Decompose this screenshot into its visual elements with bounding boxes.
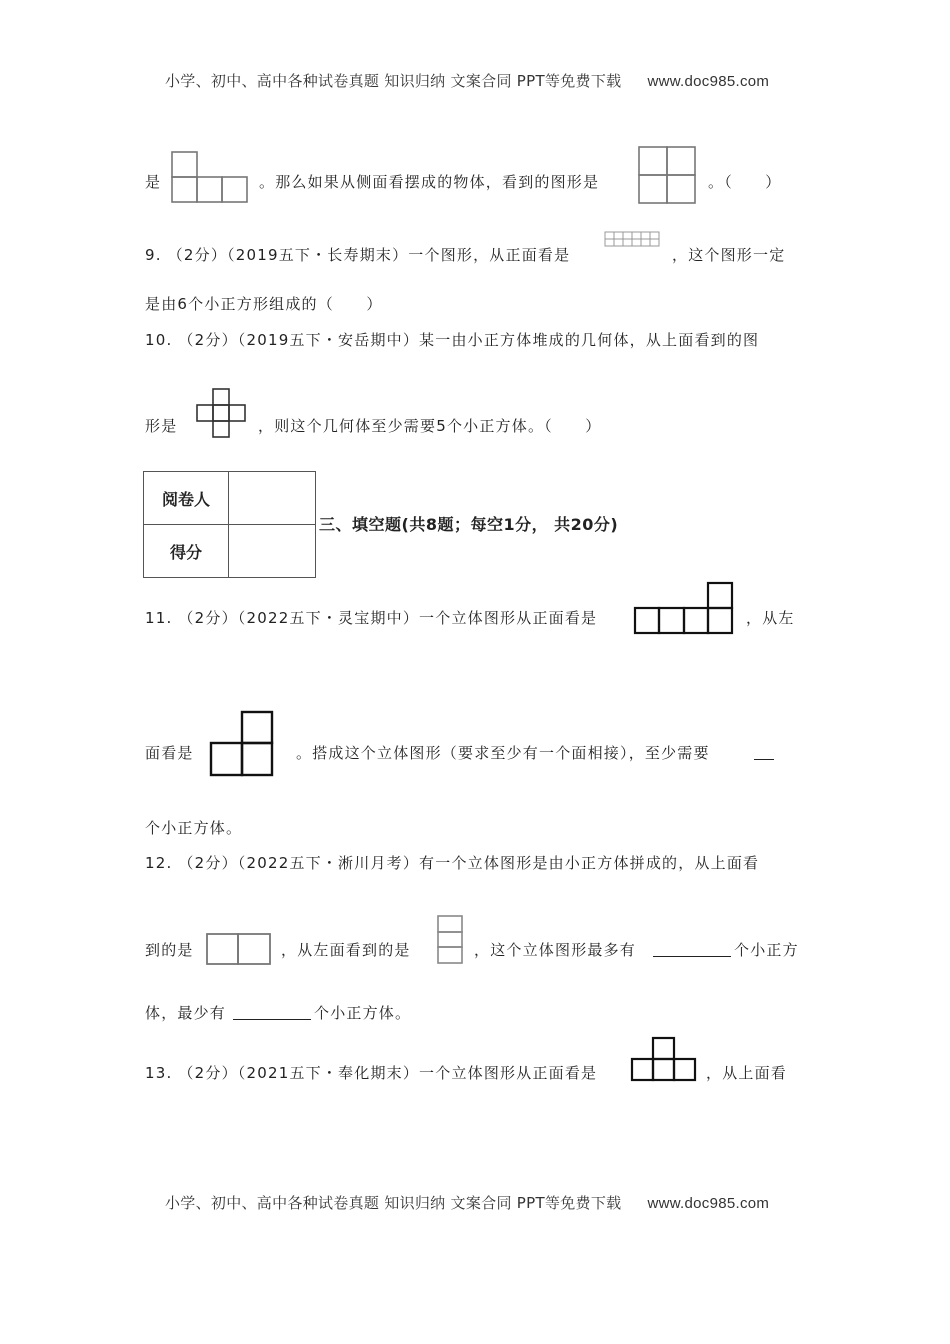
q12-line2-c: ，这个立体图形最多有 — [474, 941, 637, 959]
q12-left-view-figure — [436, 914, 466, 966]
q13-front-view-figure — [629, 1036, 697, 1084]
page-footer — [165, 1192, 769, 1213]
q11-front-view-figure — [633, 581, 735, 637]
reviewer-cell[interactable] — [229, 472, 316, 525]
q13-line1-b: ，从上面看 — [706, 1064, 788, 1082]
q10-top-view-figure — [196, 388, 248, 440]
score-label: 得分 — [144, 525, 229, 578]
q11-answer-blank[interactable] — [754, 745, 774, 760]
q12-line1: 12. （2分）（2022五下・淅川月考）有一个立体图形是由小正方体拼成的，从上面看 — [145, 854, 760, 872]
q12-line3-b: 个小正方体。 — [314, 1004, 412, 1022]
q8-middle-text: 。那么如果从侧面看摆成的物体，看到的图形是 — [259, 173, 600, 191]
header-site[interactable]: www.doc985.com — [647, 73, 770, 90]
grader-table — [143, 471, 316, 578]
q11-line3: 个小正方体。 — [145, 819, 243, 837]
reviewer-label: 阅卷人 — [144, 472, 229, 525]
q12-line3-a: 体，最少有 — [145, 1004, 227, 1022]
q13-line1-a: 13. （2分）（2021五下・奉化期末）一个立体图形从正面看是 — [145, 1064, 598, 1082]
q12-max-blank[interactable] — [653, 942, 731, 957]
q11-left-view-figure — [209, 710, 275, 778]
page-header — [165, 70, 769, 91]
q12-line2-d: 个小正方 — [734, 941, 799, 959]
q9-line1-b: ，这个图形一定 — [672, 246, 786, 264]
q10-line2-a: 形是 — [145, 417, 178, 435]
q9-figure — [604, 231, 664, 247]
q8-front-view-figure — [171, 151, 249, 205]
q11-line2-a: 面看是 — [145, 744, 194, 762]
q10-line2-b: ，则这个几何体至少需要5个小正方体。（ ） — [258, 417, 602, 435]
q11-line2-b: 。搭成这个立体图形（要求至少有一个面相接），至少需要 — [296, 744, 710, 762]
q9-line2: 是由6个小正方形组成的（ ） — [145, 295, 383, 313]
q9-line1-a: 9. （2分）（2019五下・长寿期末）一个图形，从正面看是 — [145, 246, 571, 264]
q11-line1-b: ，从左 — [746, 609, 795, 627]
footer-text: 小学、初中、高中各种试卷真题 知识归纳 文案合同 PPT等免费下载 — [165, 1194, 622, 1212]
footer-site[interactable]: www.doc985.com — [647, 1195, 770, 1212]
q8-end-text: 。（ ） — [708, 173, 782, 191]
q10-line1: 10. （2分）（2019五下・安岳期中）某一由小正方体堆成的几何体，从上面看到的图 — [145, 331, 760, 349]
q8-prefix: 是 — [145, 173, 162, 191]
score-cell[interactable] — [229, 525, 316, 578]
q11-line1-a: 11. （2分）（2022五下・灵宝期中）一个立体图形从正面看是 — [145, 609, 598, 627]
q12-top-view-figure — [205, 932, 273, 966]
header-text: 小学、初中、高中各种试卷真题 知识归纳 文案合同 PPT等免费下载 — [165, 72, 622, 90]
section-3-title: 三、填空题(共8题；每空1分， 共20分) — [319, 515, 619, 534]
q12-line2-a: 到的是 — [145, 941, 194, 959]
q12-line2-b: ，从左面看到的是 — [281, 941, 411, 959]
q8-side-view-figure — [638, 146, 698, 204]
q12-min-blank[interactable] — [233, 1005, 311, 1020]
